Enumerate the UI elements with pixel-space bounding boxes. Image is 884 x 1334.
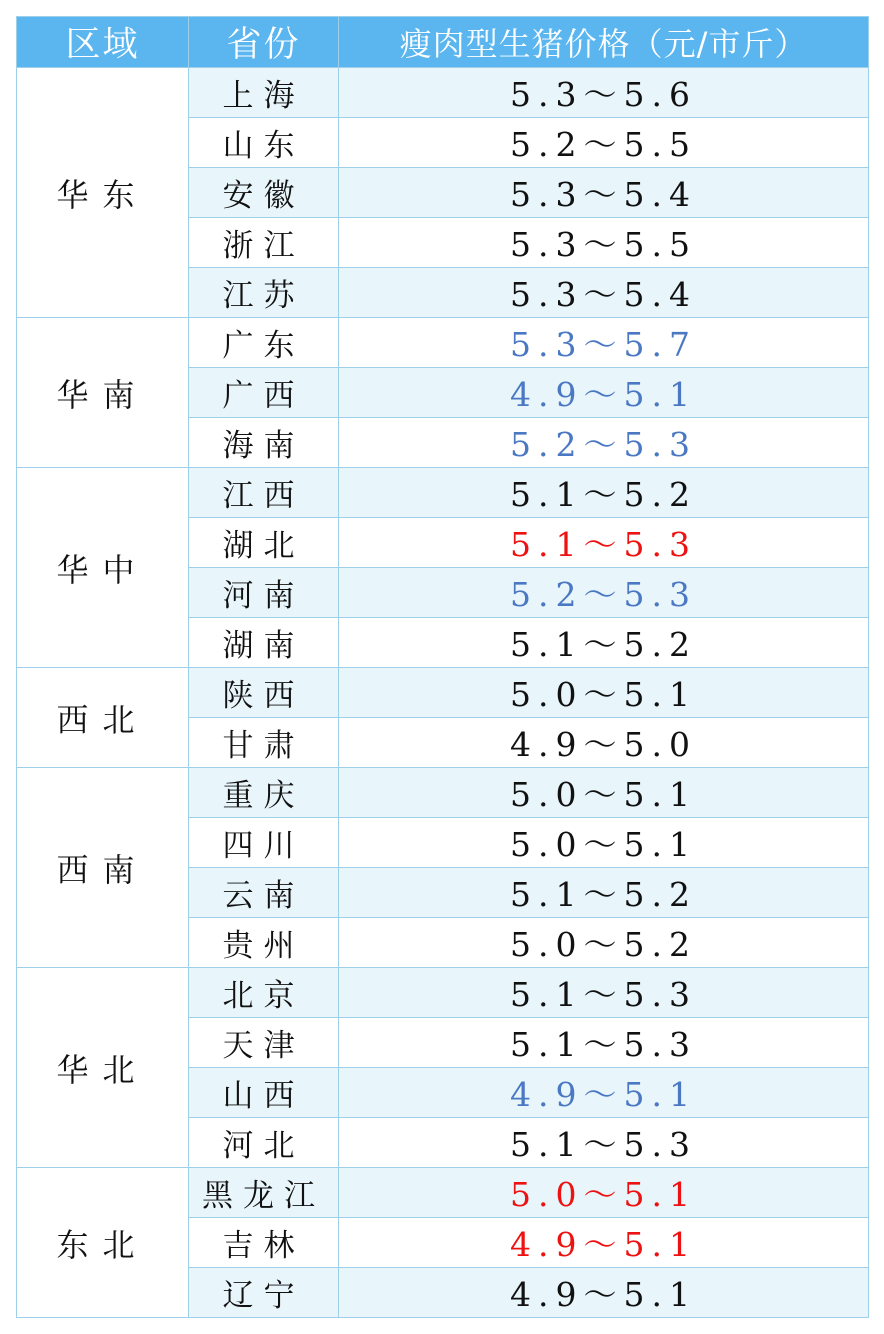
price-cell: 4.9～5.1	[339, 1268, 869, 1318]
province-cell: 云南	[189, 868, 339, 918]
province-cell: 广西	[189, 368, 339, 418]
province-cell: 湖南	[189, 618, 339, 668]
table-row	[17, 668, 869, 718]
price-cell: 5.0～5.1	[339, 1168, 869, 1218]
table-row	[17, 1168, 869, 1218]
province-cell: 上海	[189, 68, 339, 118]
price-cell: 5.3～5.6	[339, 68, 869, 118]
province-cell: 山西	[189, 1068, 339, 1118]
region-cell: 西南	[17, 768, 189, 968]
province-cell: 辽宁	[189, 1268, 339, 1318]
table-row	[17, 318, 869, 368]
table-row	[17, 468, 869, 518]
price-cell: 5.2～5.3	[339, 568, 869, 618]
price-cell: 5.0～5.1	[339, 818, 869, 868]
province-cell: 江苏	[189, 268, 339, 318]
table-body	[17, 68, 869, 1318]
region-cell: 华中	[17, 468, 189, 668]
province-cell: 江西	[189, 468, 339, 518]
header-province: 省份	[189, 17, 339, 68]
region-cell: 华北	[17, 968, 189, 1168]
province-cell: 河北	[189, 1118, 339, 1168]
province-cell: 浙江	[189, 218, 339, 268]
price-cell: 5.2～5.3	[339, 418, 869, 468]
province-cell: 重庆	[189, 768, 339, 818]
province-cell: 山东	[189, 118, 339, 168]
header-region: 区域	[17, 17, 189, 68]
price-cell: 5.1～5.3	[339, 1018, 869, 1068]
price-cell: 5.3～5.4	[339, 168, 869, 218]
price-cell: 5.3～5.7	[339, 318, 869, 368]
province-cell: 河南	[189, 568, 339, 618]
province-cell: 北京	[189, 968, 339, 1018]
table-row	[17, 968, 869, 1018]
price-cell: 4.9～5.0	[339, 718, 869, 768]
price-cell: 5.1～5.3	[339, 518, 869, 568]
pig-price-table	[16, 16, 869, 1318]
price-cell: 5.3～5.4	[339, 268, 869, 318]
province-cell: 广东	[189, 318, 339, 368]
province-cell: 天津	[189, 1018, 339, 1068]
province-cell: 四川	[189, 818, 339, 868]
province-cell: 吉林	[189, 1218, 339, 1268]
table-row	[17, 68, 869, 118]
price-cell: 4.9～5.1	[339, 1218, 869, 1268]
province-cell: 湖北	[189, 518, 339, 568]
region-cell: 华东	[17, 68, 189, 318]
price-cell: 4.9～5.1	[339, 368, 869, 418]
region-cell: 东北	[17, 1168, 189, 1318]
region-cell: 华南	[17, 318, 189, 468]
province-cell: 甘肃	[189, 718, 339, 768]
province-cell: 陕西	[189, 668, 339, 718]
region-cell: 西北	[17, 668, 189, 768]
price-cell: 5.3～5.5	[339, 218, 869, 268]
province-cell: 海南	[189, 418, 339, 468]
price-cell: 5.2～5.5	[339, 118, 869, 168]
province-cell: 贵州	[189, 918, 339, 968]
province-cell: 黑龙江	[189, 1168, 339, 1218]
price-cell: 5.1～5.3	[339, 1118, 869, 1168]
price-cell: 5.1～5.2	[339, 618, 869, 668]
price-cell: 5.1～5.2	[339, 868, 869, 918]
price-cell: 5.1～5.2	[339, 468, 869, 518]
price-cell: 5.1～5.3	[339, 968, 869, 1018]
header-row	[17, 17, 869, 68]
province-cell: 安徽	[189, 168, 339, 218]
price-cell: 5.0～5.1	[339, 768, 869, 818]
price-cell: 5.0～5.1	[339, 668, 869, 718]
table-row	[17, 768, 869, 818]
price-cell: 5.0～5.2	[339, 918, 869, 968]
header-price: 瘦肉型生猪价格（元/市斤）	[339, 17, 869, 68]
price-cell: 4.9～5.1	[339, 1068, 869, 1118]
